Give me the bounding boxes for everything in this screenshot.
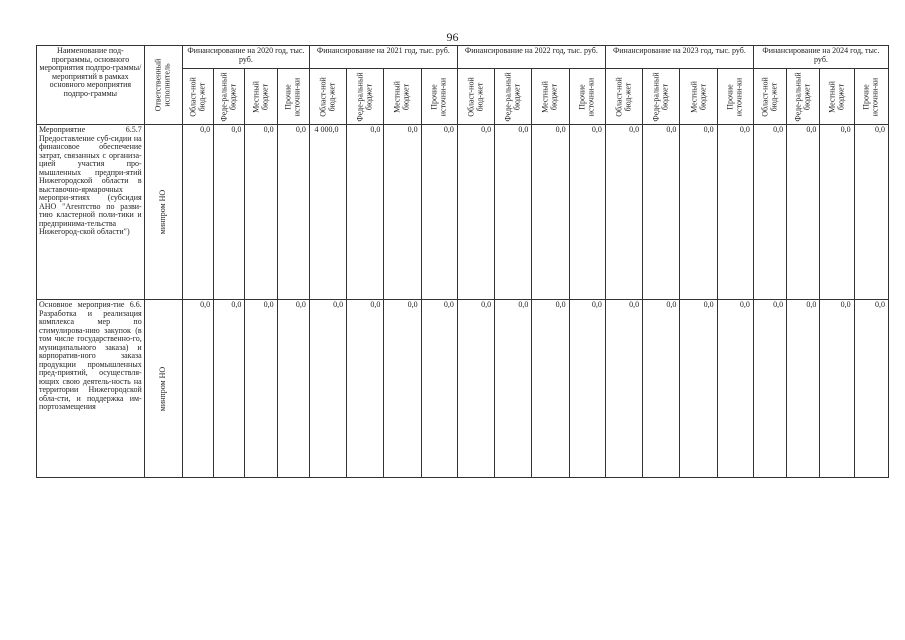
value-cell: 0,0 (182, 125, 213, 300)
header-source: Област-ной бюд-жет (605, 69, 642, 125)
value-cell: 0,0 (854, 125, 888, 300)
value-cell: 0,0 (495, 125, 532, 300)
value-cell: 0,0 (182, 300, 213, 478)
header-source: Местный бюджет (532, 69, 569, 125)
header-source: Прочие источни-ки (277, 69, 309, 125)
header-group-2021: Финансирование на 2021 год, тыс. руб. (309, 46, 457, 69)
value-cell: 0,0 (820, 125, 854, 300)
header-source: Област-ной бюд-жет (457, 69, 494, 125)
value-cell: 0,0 (495, 300, 532, 478)
value-cell: 0,0 (605, 125, 642, 300)
value-cell: 0,0 (421, 125, 457, 300)
value-cell: 0,0 (643, 300, 680, 478)
value-cell: 0,0 (421, 300, 457, 478)
value-cell: 0,0 (457, 300, 494, 478)
value-cell: 0,0 (717, 300, 753, 478)
value-cell: 0,0 (309, 300, 346, 478)
table-row (37, 125, 889, 300)
header-source: Местный бюджет (680, 69, 717, 125)
value-cell: 0,0 (214, 125, 245, 300)
header-source: Област-ной бюд-жет (182, 69, 213, 125)
header-group-2020: Финансирование на 2020 год, тыс. руб. (182, 46, 309, 69)
header-source: Феде-ральный бюджет (347, 69, 384, 125)
row-description: Основное мероприя-тие 6.6. Разработка и реализация комплекса мер по стимулирова-нию закупок (в том числе государственно-го, муниципального заказа) и корпоратив-ного заказа продукции промышленных пред-приятий, осуществля-ющих свою деятель-ность на территории Нижегородской обла-сти, и поддержка им-портозамещения (37, 300, 145, 478)
header-row-groups (37, 46, 889, 69)
header-source: Феде-ральный бюджет (214, 69, 245, 125)
value-cell: 0,0 (277, 300, 309, 478)
value-cell: 0,0 (347, 300, 384, 478)
header-source: Прочие источни-ки (421, 69, 457, 125)
value-cell: 0,0 (717, 125, 753, 300)
value-cell: 0,0 (569, 125, 605, 300)
header-name: Наименование под-программы, основного мероприятия подпро-граммы/мероприятий в рамках основного мероприятия подпро-граммы (37, 46, 145, 125)
value-cell: 0,0 (854, 300, 888, 478)
header-group-2024: Финансирование на 2024 год, тыс. руб. (753, 46, 888, 69)
page-number: 96 (446, 30, 459, 44)
value-cell: 0,0 (820, 300, 854, 478)
value-cell: 0,0 (787, 125, 820, 300)
value-cell: 0,0 (245, 300, 277, 478)
header-source: Феде-ральный бюджет (787, 69, 820, 125)
header-group-2023: Финансирование на 2023 год, тыс. руб. (605, 46, 753, 69)
value-cell: 0,0 (245, 125, 277, 300)
value-cell: 0,0 (680, 300, 717, 478)
header-source: Местный бюджет (245, 69, 277, 125)
header-source: Местный бюджет (384, 69, 421, 125)
row-responsible: минпром НО (144, 125, 182, 300)
value-cell: 0,0 (787, 300, 820, 478)
value-cell: 0,0 (753, 300, 786, 478)
value-cell: 0,0 (643, 125, 680, 300)
header-source: Област-ной бюд-жет (309, 69, 346, 125)
header-source: Прочие источни-ки (717, 69, 753, 125)
value-cell: 0,0 (384, 125, 421, 300)
table-row (37, 300, 889, 478)
financing-table (36, 45, 889, 478)
value-cell: 0,0 (532, 125, 569, 300)
value-cell: 0,0 (753, 125, 786, 300)
header-source: Област-ной бюд-жет (753, 69, 786, 125)
header-source: Прочие источни-ки (854, 69, 888, 125)
row-description: Мероприятие 6.5.7 Предоставление суб-сидии на финансовое обеспечение затрат, связанных с организа-цией участия про-мышленных предпри-ятий Нижегородской области в выставочно-ярмарочных меропри-ятиях (субсидия АНО "Агентство по разви-тию кластерной поли-тики и предпринима-тельства Нижегород-ской области") (37, 125, 145, 300)
header-source: Феде-ральный бюджет (495, 69, 532, 125)
value-cell: 0,0 (532, 300, 569, 478)
value-cell: 0,0 (457, 125, 494, 300)
header-responsible: Ответственный исполнитель (144, 46, 182, 125)
value-cell: 0,0 (680, 125, 717, 300)
value-cell: 4 000,0 (309, 125, 346, 300)
header-source: Феде-ральный бюджет (643, 69, 680, 125)
value-cell: 0,0 (277, 125, 309, 300)
header-group-2022: Финансирование на 2022 год, тыс. руб. (457, 46, 605, 69)
value-cell: 0,0 (605, 300, 642, 478)
header-source: Прочие источни-ки (569, 69, 605, 125)
header-source: Местный бюджет (820, 69, 854, 125)
value-cell: 0,0 (569, 300, 605, 478)
value-cell: 0,0 (347, 125, 384, 300)
value-cell: 0,0 (214, 300, 245, 478)
row-responsible: минпром НО (144, 300, 182, 478)
value-cell: 0,0 (384, 300, 421, 478)
